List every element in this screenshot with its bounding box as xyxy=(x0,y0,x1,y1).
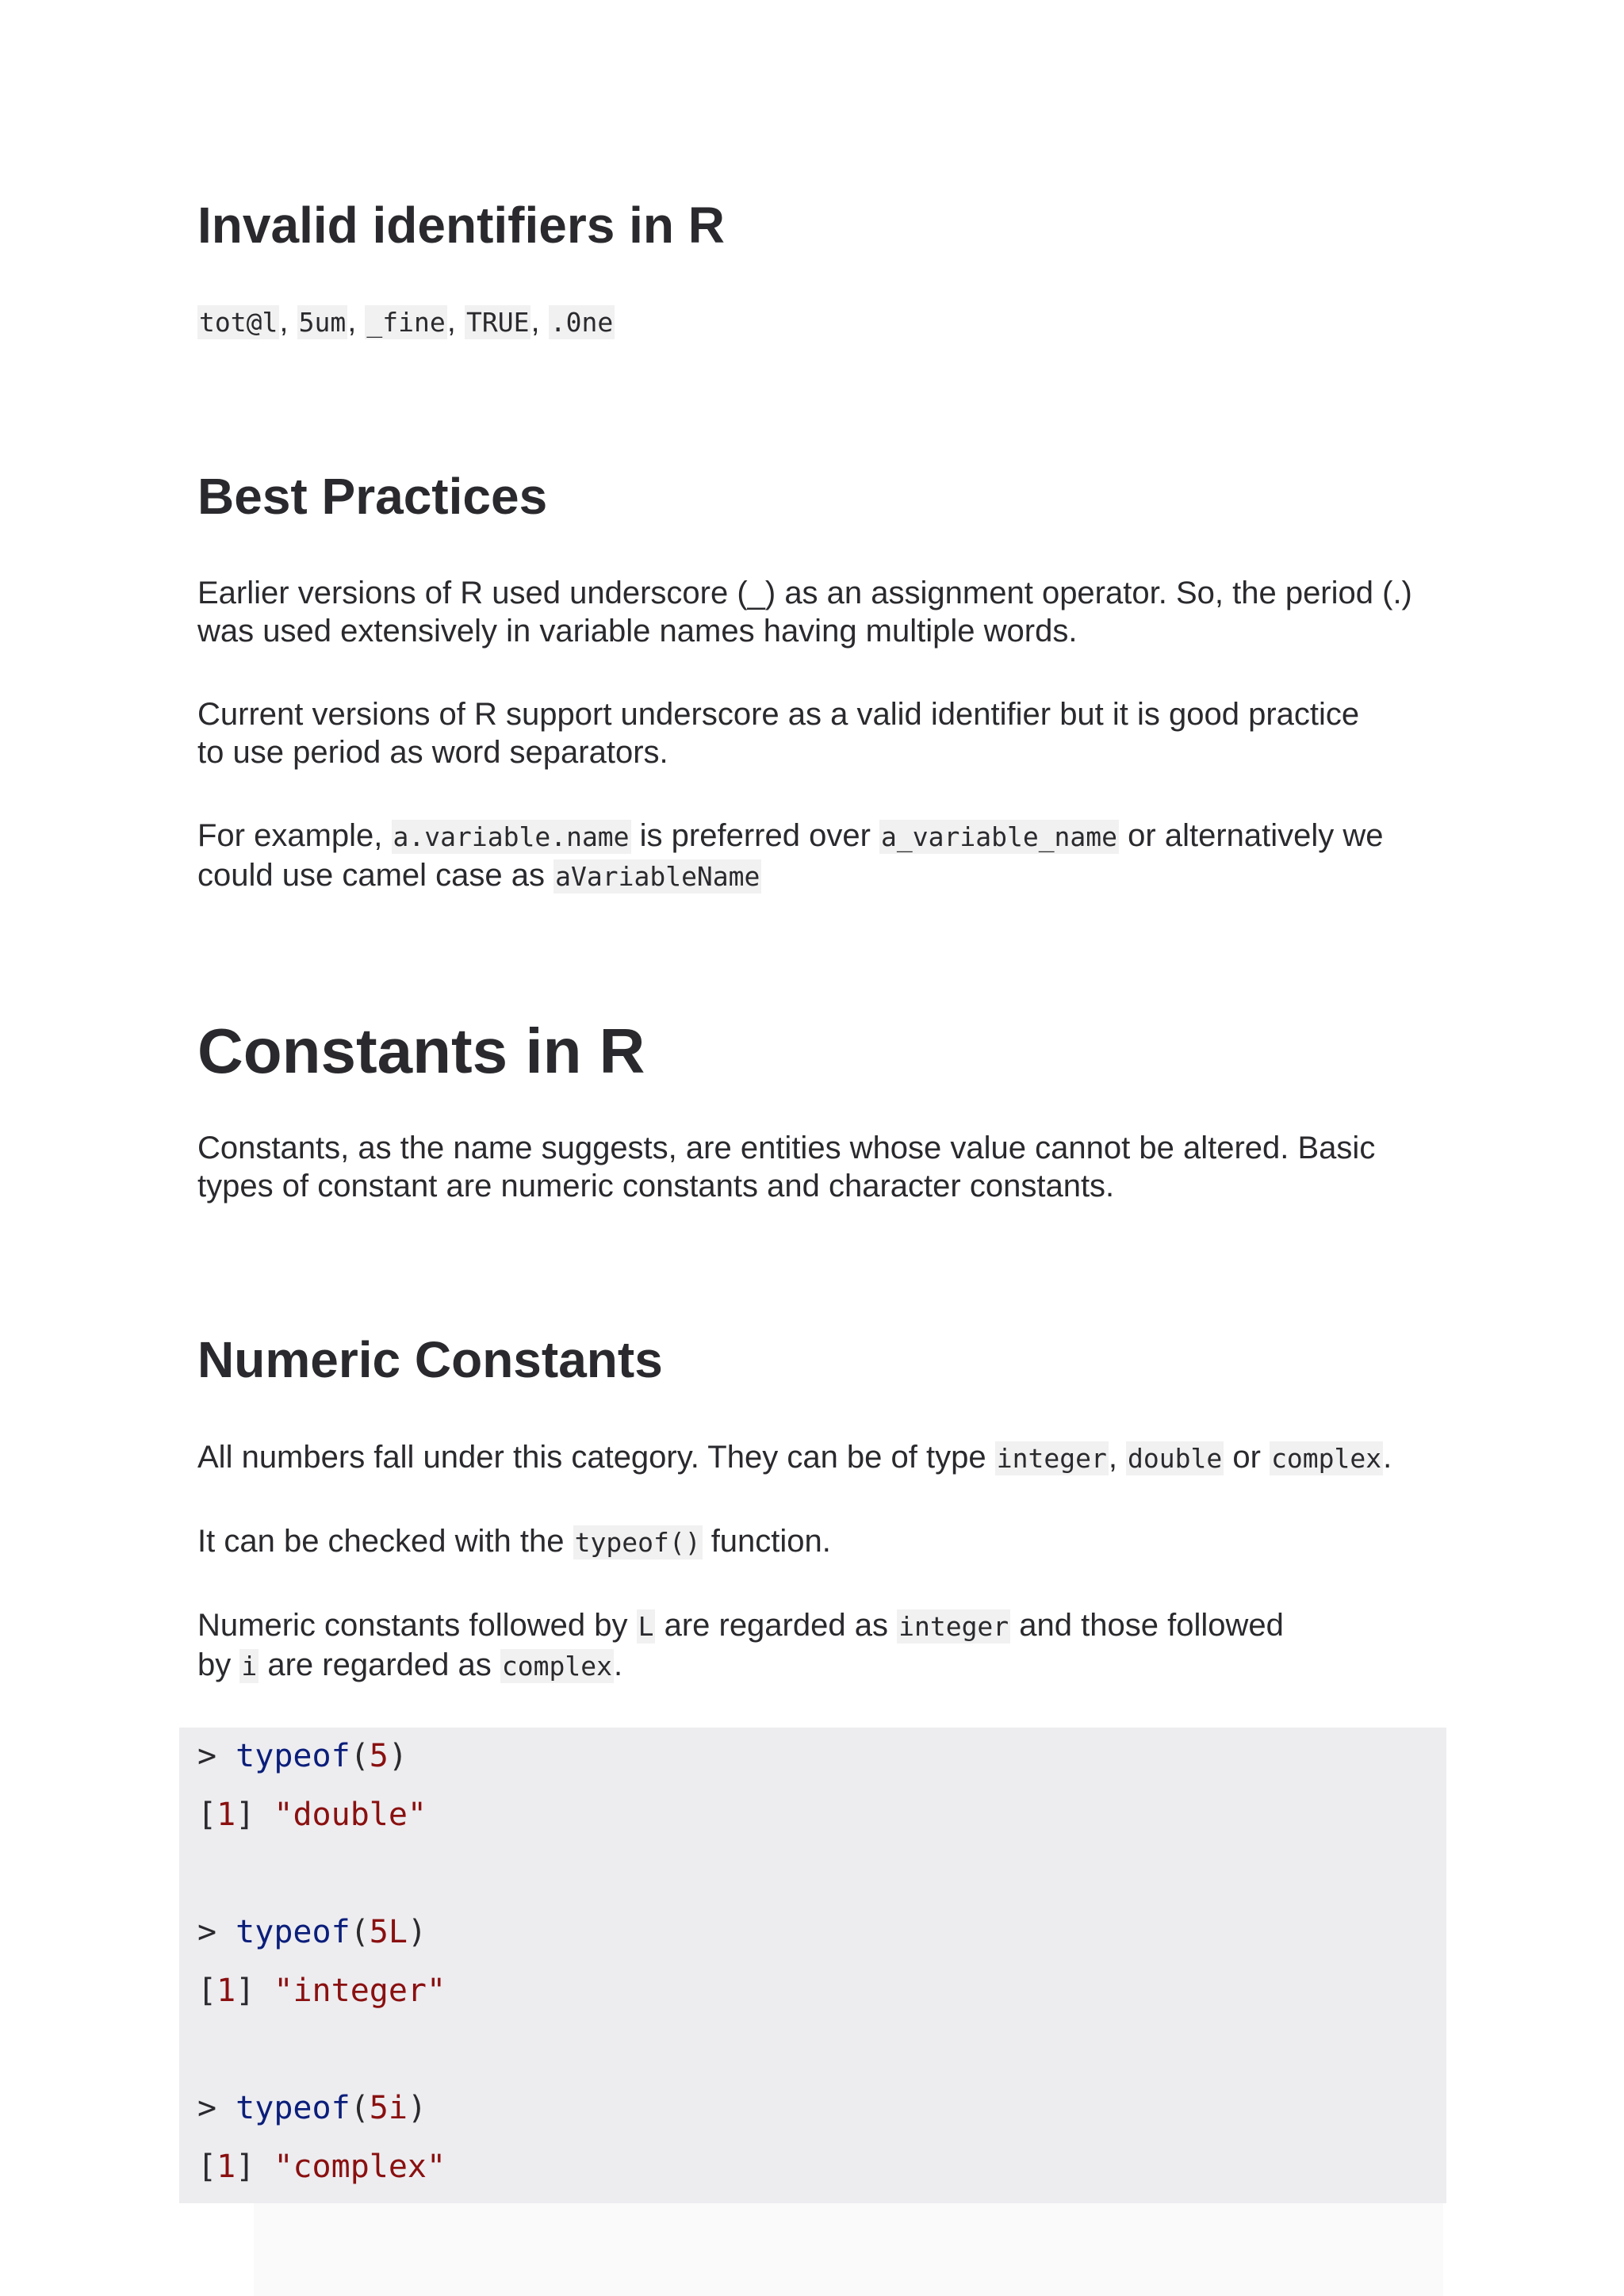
code-identifier: _fine xyxy=(366,307,446,338)
code-line-input: > typeof(5L) xyxy=(197,1914,427,1950)
numeric-paragraph-3 xyxy=(197,1606,1434,1686)
code-inline: L xyxy=(638,1611,654,1642)
paragraph-text: For example, xyxy=(197,818,392,853)
paragraph-text: It can be checked with the xyxy=(197,1524,573,1559)
paragraph-text: could use camel case as xyxy=(197,858,554,893)
heading-invalid-identifiers: Invalid identifiers in R xyxy=(197,197,725,254)
code-inline: integer xyxy=(996,1443,1107,1474)
paragraph-text: are regarded as xyxy=(259,1647,500,1682)
paragraph-text: or alternatively we xyxy=(1119,818,1384,853)
paragraph-text: to use period as word separators. xyxy=(197,735,668,770)
code-line-output: [1] "complex" xyxy=(197,2149,446,2185)
best-practices-paragraph-2 xyxy=(197,695,1434,771)
code-inline: a.variable.name xyxy=(393,821,630,852)
paragraph-text: are regarded as xyxy=(655,1608,898,1643)
code-line-input: > typeof(5) xyxy=(197,1738,408,1774)
paragraph-text: and those followed xyxy=(1010,1608,1284,1643)
paragraph-text: Current versions of R support underscore as a valid identifier but it is good practice xyxy=(197,697,1360,732)
code-block xyxy=(179,1728,1446,2203)
paragraph-text: Numeric constants followed by xyxy=(197,1608,637,1643)
paragraph-text: . xyxy=(1383,1440,1392,1475)
code-inline: aVariableName xyxy=(555,861,760,892)
paragraph-text: by xyxy=(197,1647,240,1682)
paragraph-text: . xyxy=(613,1647,623,1682)
paragraph-text: Constants, as the name suggests, are entities whose value cannot be altered. Basic xyxy=(197,1131,1376,1165)
code-line-output: [1] "integer" xyxy=(197,1973,446,2009)
paragraph-text: All numbers fall under this category. They can be of type xyxy=(197,1440,995,1475)
code-inline: double xyxy=(1128,1443,1223,1474)
numeric-paragraph-2 xyxy=(197,1522,1434,1562)
paragraph-text: types of constant are numeric constants and character constants. xyxy=(197,1169,1115,1203)
paragraph-text: , xyxy=(1108,1440,1127,1475)
paragraph-text: function. xyxy=(702,1524,831,1559)
code-inline: complex xyxy=(1271,1443,1382,1474)
code-identifier: tot@l xyxy=(199,307,278,338)
heading-constants-in-r: Constants in R xyxy=(197,1016,645,1086)
code-identifier: TRUE xyxy=(466,307,530,338)
page-bottom-shade xyxy=(254,2203,1443,2296)
numeric-paragraph-1 xyxy=(197,1438,1434,1478)
code-inline: complex xyxy=(501,1651,612,1682)
invalid-identifiers-list: tot@l, 5um, _fine, TRUE, .0ne xyxy=(199,304,614,339)
code-inline: i xyxy=(241,1651,258,1682)
code-inline: typeof() xyxy=(574,1527,701,1558)
code-identifier: 5um xyxy=(298,307,347,338)
code-inline: a_variable_name xyxy=(881,821,1118,852)
code-inline: integer xyxy=(898,1611,1009,1642)
paragraph-text: or xyxy=(1224,1440,1270,1475)
code-line-output: [1] "double" xyxy=(197,1797,427,1833)
best-practices-paragraph-1: Earlier versions of R used underscore (_) as an assignment operator. So, the period (.) was used extensively in variable names having multiple words. xyxy=(197,576,1412,649)
best-practices-paragraph-3 xyxy=(197,817,1434,896)
code-identifier: .0ne xyxy=(550,307,614,338)
code-line-input: > typeof(5i) xyxy=(197,2090,427,2126)
paragraph-text: is preferred over xyxy=(630,818,880,853)
heading-best-practices: Best Practices xyxy=(197,468,548,525)
heading-numeric-constants: Numeric Constants xyxy=(197,1331,663,1388)
constants-paragraph xyxy=(197,1129,1434,1205)
